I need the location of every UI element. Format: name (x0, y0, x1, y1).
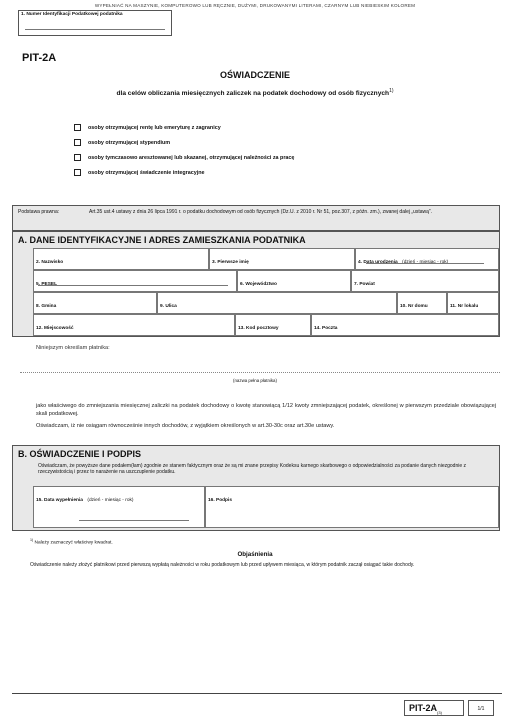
field-post-office[interactable]: 14. Poczta (311, 314, 499, 336)
divider (12, 693, 502, 694)
checkbox[interactable] (74, 124, 81, 131)
explanations-title: Objaśnienia (237, 551, 273, 558)
nip-box (18, 10, 172, 36)
field-street[interactable]: 9. Ulica (157, 292, 397, 314)
footer-form-code: PIT-$2A_{(3)}$ (404, 700, 464, 716)
payer-caption: (nazwa pełna płatnika) (233, 378, 277, 383)
statement-paragraph: jako właściwego do zmniejszania miesięcznej zaliczki na podatek dochodowy o kwotę stanowiącą 1/12 kwoty zmniejszającej podatek, określonej w pierwszym przedziale obowiązującej skali podatkowej. (36, 403, 496, 417)
field-pesel[interactable]: 5. PESEL (33, 270, 237, 292)
field-commune[interactable]: 8. Gmina (33, 292, 157, 314)
field-fill-date[interactable]: 15. Data wypełnienia (dzień - miesiąc - rok) (33, 486, 205, 528)
page-number: 1/1 (468, 700, 494, 716)
option-2[interactable]: osoby otrzymującej stypendium (74, 139, 170, 146)
section-b-text: Oświadczam, że powyższe dane podałem(łam) zgodnie ze stanem faktycznym oraz że są mi znane przepisy Kodeksu karnego skarbowego o odpowiedzialności za podanie danych niezgodnie z rzeczywistością i przez to narażenie na uszczuplenie podatku. (38, 463, 467, 476)
field-city[interactable]: 12. Miejscowość (33, 314, 235, 336)
nip-input[interactable] (25, 28, 165, 30)
income-paragraph: Oświadczam, iż nie osiągam równocześnie innych dochodów, z wyjątkiem określonych w art.30-30c oraz art.30e ustawy. (36, 423, 335, 429)
option-1[interactable]: osoby otrzymującej rentę lub emeryturę z zagranicy (74, 124, 221, 131)
field-first-name[interactable]: 3. Pierwsze imię (209, 248, 355, 270)
payer-intro: Niniejszym określam płatnika: (36, 345, 110, 351)
nip-label: 1. Numer Identyfikacji Podatkowej podatnika (21, 12, 123, 17)
top-instruction: WYPEŁNIAĆ NA MASZYNIE, KOMPUTEROWO LUB RĘCZNIE, DUŻYMI, DRUKOWANYMI LITERAMI, CZARNYM LUB NIEBIESKIM KOLOREM (94, 3, 416, 8)
field-voivodeship[interactable]: 6. Województwo (237, 270, 351, 292)
field-signature[interactable]: 16. Podpis (205, 486, 499, 528)
option-4[interactable]: osoby otrzymującej świadczenie integracyjne (74, 169, 205, 176)
section-a (12, 231, 500, 337)
section-b-title: B. OŚWIADCZENIE I PODPIS (18, 449, 142, 459)
field-house-no[interactable]: 10. Nr domu (397, 292, 447, 314)
checkbox[interactable] (74, 169, 81, 176)
field-county[interactable]: 7. Powiat (351, 270, 499, 292)
section-a-title: A. DANE IDENTYFIKACYJNE I ADRES ZAMIESZKANIA PODATNIKA (18, 235, 306, 245)
checkbox[interactable] (74, 154, 81, 161)
field-birth-date[interactable]: 4. Data urodzenia (dzień - miesiąc - rok) (355, 248, 499, 270)
basis-text: Art.35 ust.4 ustawy z dnia 26 lipca 1991 r. o podatku dochodowym od osób fizycznych (Dz.U. z 2010 r. Nr 51, poz.307, z późn. zm.), zwanej dalej „ustawą”. (89, 209, 432, 215)
payer-name-line[interactable] (20, 372, 500, 373)
field-postal-code[interactable]: 13. Kod pocztowy (235, 314, 311, 336)
section-b (12, 445, 500, 531)
field-apartment-no[interactable]: 11. Nr lokalu (447, 292, 499, 314)
checkbox[interactable] (74, 139, 81, 146)
field-surname[interactable]: 2. Nazwisko (33, 248, 209, 270)
explanations-text: Oświadczenie należy złożyć płatnikowi przed pierwszą wypłatą należności w roku podatkowym lub przed upływem miesiąca, w którym podatnik zaczął osiągać takie dochody. (30, 562, 415, 568)
footnote: $^{1)}$ Należy zaznaczyć właściwy kwadrat. (30, 538, 113, 546)
legal-basis (12, 205, 500, 231)
option-3[interactable]: osoby tymczasowo aresztowanej lub skazanej, otrzymującej należności za pracę (74, 154, 294, 161)
page-subtitle: dla celów obliczania miesięcznych zaliczek na podatek dochodowy od osób fizycznych$^{1)}$ (116, 88, 394, 98)
page-title: OŚWIADCZENIE (219, 70, 290, 80)
form-code: PIT-2A (22, 52, 57, 64)
basis-label: Podstawa prawna: (18, 209, 60, 215)
